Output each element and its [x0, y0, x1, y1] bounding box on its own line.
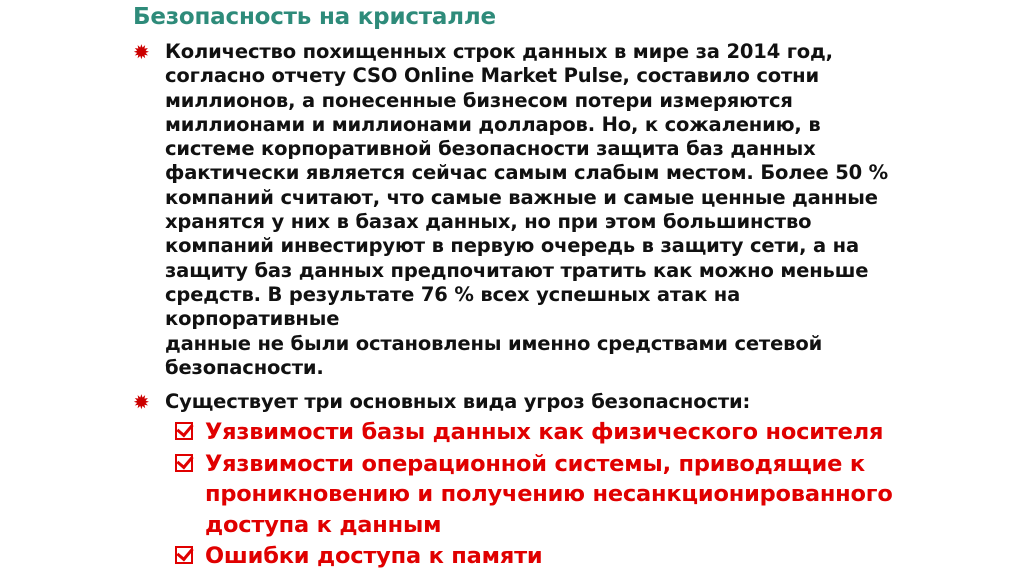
- bullet-text: Количество похищенных строк данных в мире за 2014 год, согласно отчету CSO Online Market Pulse, составило сотни миллионов, а понесенные бизнесом потери измеряются миллионами и миллионами долларов. Но, к сожалению, в системе корпоративной безопасности защита баз данных фактически является сейчас самым слабым местом. Более 50 % компаний считают, что самые важные и самые ценные данные хранятся у них в базах данных, но при этом большинство компаний инвестируют в первую очередь в защиту сети, а на защиту баз данных предпочитают тратить как можно меньше средств. В результате 76 % всех успешных атак на корпоративные данные не были остановлены именно средствами сетевой безопасности.: [165, 40, 889, 379]
- bullet-item-statistics: [133, 40, 903, 380]
- checkbox-checked-icon: [175, 546, 193, 564]
- asterisk-burst-icon: ✹: [133, 40, 150, 64]
- asterisk-burst-icon: ✹: [133, 390, 150, 414]
- threat-list: [175, 417, 935, 573]
- threat-item: [175, 417, 935, 448]
- threat-item: [175, 449, 935, 541]
- bullet-item-threats-intro: [133, 390, 903, 414]
- checkbox-checked-icon: [175, 422, 193, 440]
- threat-label: Уязвимости базы данных как физического носителя: [205, 419, 884, 445]
- slide-title: Безопасность на кристалле: [133, 4, 496, 30]
- threat-label: Уязвимости операционной системы, приводящие к проникновению и получению несанкционированного доступа к данным: [205, 450, 893, 538]
- threat-item: [175, 541, 935, 572]
- bullet-text: Существует три основных вида угроз безопасности:: [165, 390, 751, 413]
- checkbox-checked-icon: [175, 454, 193, 472]
- threat-label: Ошибки доступа к памяти: [205, 543, 543, 569]
